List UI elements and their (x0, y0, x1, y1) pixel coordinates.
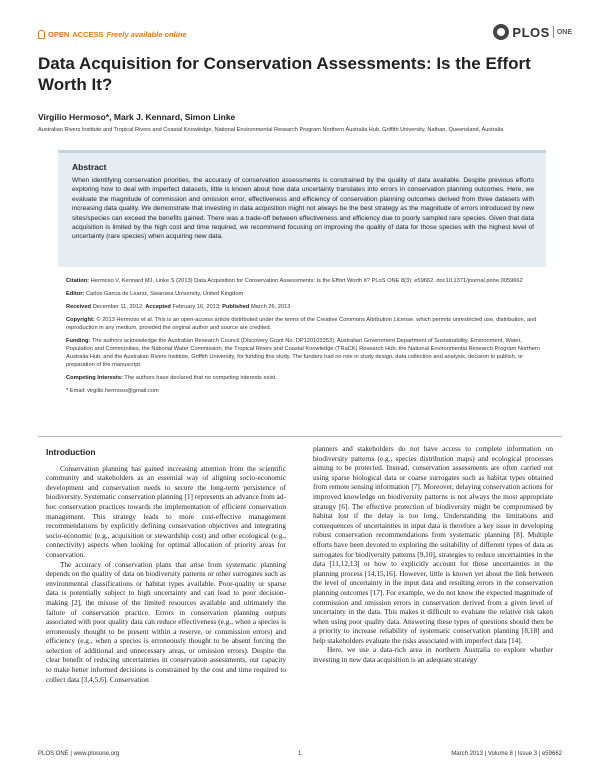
open-access-banner (38, 30, 187, 39)
right-column (313, 444, 553, 665)
abstract-box (58, 150, 546, 267)
footer-issue-info: March 2013 | Volume 8 | Issue 3 | e59662 (451, 751, 562, 757)
citation-text: Hermoso V, Kennard MJ, Linke S (2013) Data Acquisition for Conservation Assessments: Is the Effort Worth It? PLoS ONE 8(3): e59662. doi:10.1371/journal.pone.0059662 (90, 278, 523, 284)
abstract-heading: Abstract (72, 162, 107, 172)
left-column (46, 448, 286, 684)
body-paragraph: Conservation planning has gained increasing attention from the scientific community and stakeholders as an essential way of aligning socio-economic development and conservation needs to secure the long-term persistence of biodiversity. Systematic conservation planning [1] represents an advance from ad-hoc conservation practices towards the implementation of efficient conservation management. This strategy leads to more cost-effective management recommendations by explicitly defining conservation objectives and integrating socio-economic (e.g., acquisition or stewardship cost) and other ecological (e.g., connectivity) aspects when looking for optimal allocation of priority areas for conservation. (46, 463, 286, 559)
copyright-line (66, 316, 544, 332)
published-label: Published (222, 304, 250, 310)
citation-line (66, 277, 544, 285)
copyright-label: Copyright: (66, 317, 95, 323)
received-date: December 11, 2012; (92, 304, 144, 310)
editor-text: Carlos Garcia de Leaniz, Swansea University, United Kingdom (85, 291, 244, 297)
section-divider (38, 436, 562, 437)
plos-logo-icon (493, 24, 509, 40)
competing-label: Competing Interests: (66, 375, 123, 381)
body-paragraph: planners and stakeholders do not have access to complete information on biodiversity patterns (e.g., species distribution maps) and ecological processes aiming to be protected. Instead, conservation assessments are often carried out using sparse biological data or coarse surrogates such as habitat types obtained from remote sensing information [7]. Moreover, delaying conservation actions for improved knowledge on biodiversity patterns is not always the most appropriate strategy [6]. The effective protection of biodiversity might be compromised by habitat lost if the delay is too long. Understanding the limitations and consequences of uncertainties in input data is therefore a key issue in developing robust conservation recommendations from systematic planning [8]. Multiple efforts have been devoted to exploring the suitability of different types of data as surrogates for biodiversity patterns [9,10], strategies to reduce uncertainties in the data [11,12,13] or how to explicitly account for those uncertainties in the planning process [14,15,16]. However, little is known yet about the link between the level of uncertainty in the input data and resulting errors in the conservation planning outcomes [17]. For example, we do not know the expected magnitude of commission and omission errors in conservation derived from a given level of uncertainty in the data. This makes it difficult to evaluate the relative risk taken when using poor quality data. Answering these types of questions should then be a priority to increase reliability of systematic conservation planning [8,18] and help stakeholders evaluate the risks associated with imperfect data [14]. (313, 444, 553, 645)
received-label: Received (66, 304, 91, 310)
competing-interests-line (66, 374, 544, 382)
body-paragraph: The accuracy of conservation plans that arise from systematic planning depends on the quality of data on biodiversity patterns or other surrogates such as environmental classifications or habitat types available. Poor-quality or sparse data is potentially subject to high uncertainty and can lead to poor decision-making [2], the misuse of the limited resources available and ultimately the failure of conservation practice. Errors in conservation planning outputs associated with poor quality data can reduce effectiveness (e.g., when a species is erroneously thought to be present within a reserve, or commission errors) and efficiency (e.g., when a species is erroneously thought to be absent forcing the selection of additional and unnecessary areas, or omission errors). Despite the clear benefit of reducing uncertainties in conservation assessments, our capacity to make better informed decisions is constrained by the cost and time required to collect data [3,4,5,6]. Conservation (46, 559, 286, 684)
editor-line (66, 290, 544, 298)
funding-line (66, 337, 544, 369)
copyright-text: © 2013 Hermoso et al. This is an open-access article distributed under the terms of the Creative Commons Attribution License, which permits unrestricted use, distribution, and reproduction in any medium, provided the original author and source are credited. (66, 317, 537, 331)
page-number: 1 (298, 751, 302, 757)
introduction-heading: Introduction (46, 447, 96, 457)
accepted-label: Accepted (145, 304, 171, 310)
article-metadata (66, 277, 544, 400)
open-lock-icon (38, 30, 45, 39)
logo-divider (553, 26, 554, 38)
open-label: OPEN (48, 30, 70, 39)
footer-journal-url: PLOS ONE | www.plosone.org (38, 751, 120, 757)
journal-name: PLOS (512, 24, 550, 40)
journal-logo (493, 24, 572, 40)
abstract-text: When identifying conservation priorities, the accuracy of conservation assessments is constrained by the quality of data available. Despite previous efforts exploring how to deal with imperfect datasets, little is known about how data uncertainty translates into errors in conservation planning outcomes. Here, we evaluate the magnitude of commission and omission error, effectiveness and efficiency of conservation planning outcomes derived from three datasets with increasing data quality. We demonstrate that investing in data acquisition might not always be the best strategy as the magnitude of errors introduced by new sites/species can exceed the benefits gained. There was a trade-off between effectiveness and efficiency due to poorly sampled rare species. Given that data acquisition is limited by the high cost and time required, we recommend focusing on improving the quality of data for those species with the highest level of uncertainty (rare species) when acquiring new data. (72, 177, 534, 241)
body-paragraph: Here, we use a data-rich area in northern Australia to explore whether investing in new data acquisition is an adequate strategy (313, 645, 553, 665)
email-link[interactable]: * Email: virgilio.hermoso@gmail.com (66, 388, 159, 394)
citation-label: Citation: (66, 278, 90, 284)
published-date: March 26, 2013 (250, 304, 291, 310)
article-title: Data Acquisition for Conservation Assessments: Is the Effort Worth It? (38, 54, 531, 94)
accepted-date: February 16, 2013; (172, 304, 221, 310)
competing-text: The authors have declared that no competing interests exist. (124, 375, 277, 381)
author-affiliation: Australian Rivers Institute and Tropical Rivers and Coastal Knowledge, National Environmental Research Program Northern Australia Hub, Griffith University, Nathan, Queensland, Australia (38, 127, 504, 133)
funding-text: The authors acknowledge the Australian Research Council (Discovery Grant No. DP120103353), Australian Government Department of Sustainability, Environment, Water, Population and Communities, the National Water Commission, the Tropical Rivers and Coastal Knowledge (TRaCK) Research Hub, the National Environmental Research Program Northern Australia Hub, and the Australian Rivers Institute, Griffith University, for funding this study. The funders had no role in study design, data collection and analysis, decision to publish, or preparation of the manuscript. (66, 338, 540, 368)
editor-label: Editor: (66, 291, 85, 297)
freely-available-label: Freely available online (106, 30, 187, 39)
access-label: ACCESS (72, 30, 104, 39)
dates-line (66, 303, 544, 311)
funding-label: Funding: (66, 338, 91, 344)
article-authors: Virgilio Hermoso*, Mark J. Kennard, Simon Linke (38, 112, 236, 122)
journal-subname: ONE (556, 28, 572, 36)
